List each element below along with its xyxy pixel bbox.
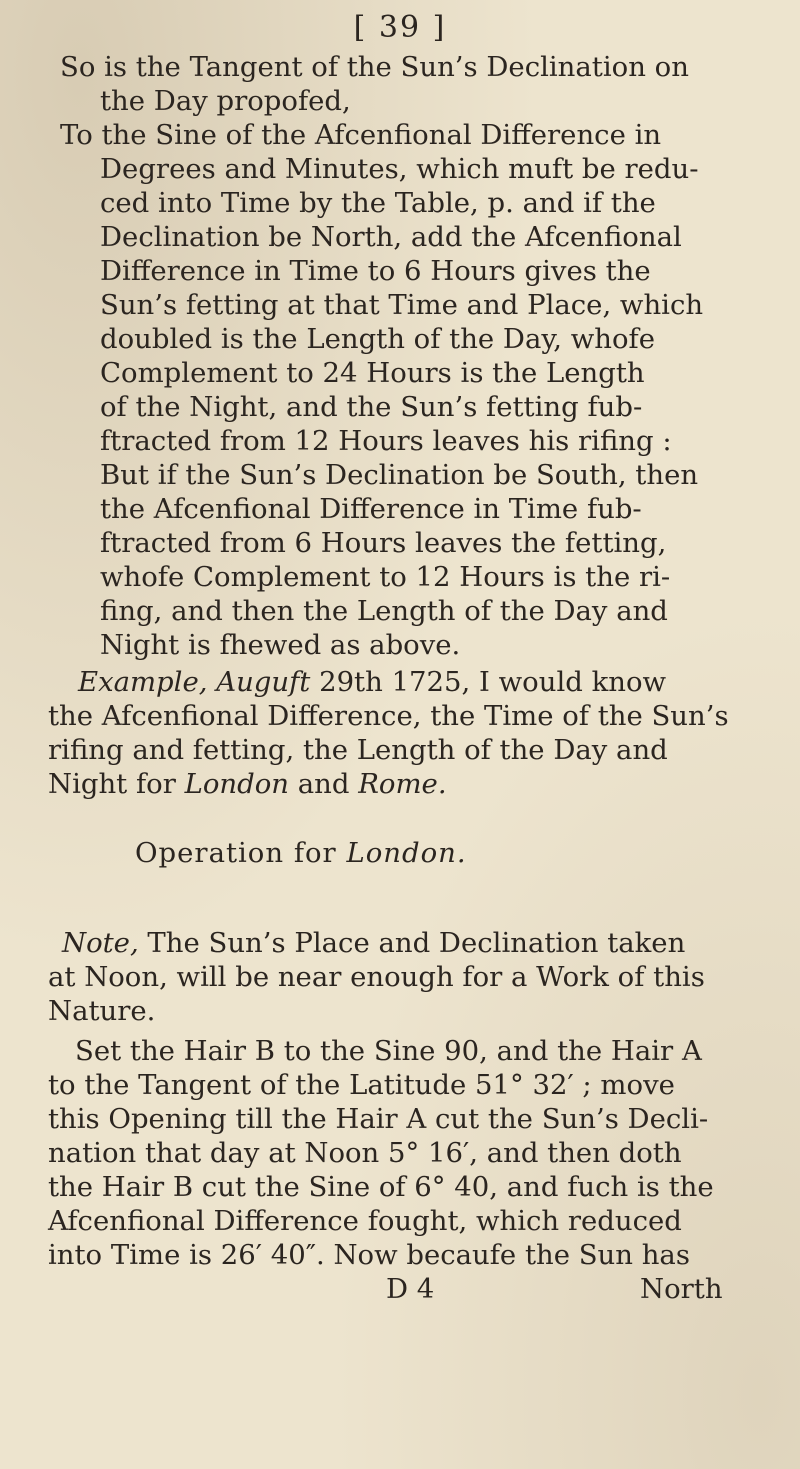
text-line: doubled is the Length of the Day, whofe bbox=[100, 323, 655, 355]
text-line: ftracted from 6 Hours leaves the fetting, bbox=[100, 527, 667, 559]
text-line: Difference in Time to 6 Hours gives the bbox=[100, 255, 651, 287]
place-london: London bbox=[184, 768, 289, 800]
heading-place: London. bbox=[346, 837, 467, 869]
text-line: Note, The Sun’s Place and Declination taken bbox=[62, 927, 686, 959]
text-line: Complement to 24 Hours is the Length bbox=[100, 357, 645, 389]
text-line: fing, and then the Length of the Day and bbox=[100, 595, 668, 627]
example-lead: Example, Auguft bbox=[78, 666, 311, 698]
text-line: Afcenfional Difference fought, which reduced bbox=[48, 1205, 682, 1237]
page-footer bbox=[0, 1272, 800, 1306]
text-line: Sun’s fetting at that Time and Place, which bbox=[100, 289, 704, 321]
text-line: Night is fhewed as above. bbox=[100, 629, 461, 661]
text-line: this Opening till the Hair A cut the Sun’s Decli- bbox=[48, 1103, 709, 1135]
text-line: the Afcenfional Difference, the Time of the Sun’s bbox=[48, 700, 729, 732]
text-line: the Hair B cut the Sine of 6° 40, and fuch is the bbox=[48, 1171, 714, 1203]
example-rest: 29th 1725, I would know bbox=[310, 666, 667, 698]
text-line: nation that day at Noon 5° 16′, and then doth bbox=[48, 1137, 682, 1169]
text-line: Set the Hair B to the Sine 90, and the Hair A bbox=[75, 1035, 702, 1067]
text-line: the Day propofed, bbox=[100, 85, 351, 117]
text-line: Night for London and Rome. bbox=[48, 768, 447, 800]
text-line: whofe Complement to 12 Hours is the ri- bbox=[100, 561, 671, 593]
text-line: ced into Time by the Table, p. and if the bbox=[100, 187, 656, 219]
text-line: Degrees and Minutes, which muft be redu- bbox=[100, 153, 699, 185]
catchword: North bbox=[640, 1273, 723, 1305]
text-line: To the Sine of the Afcenfional Difference in bbox=[60, 119, 662, 151]
text-line: Declination be North, add the Afcenfional bbox=[100, 221, 682, 253]
text-line: the Afcenfional Difference in Time fub- bbox=[100, 493, 642, 525]
page-number: [ 39 ] bbox=[353, 10, 447, 45]
text-line: of the Night, and the Sun’s fetting fub- bbox=[100, 391, 643, 423]
place-rome: Rome. bbox=[358, 768, 447, 800]
text-line: But if the Sun’s Declination be South, then bbox=[100, 459, 699, 491]
signature-mark: D 4 bbox=[386, 1273, 435, 1305]
text-line: to the Tangent of the Latitude 51° 32′ ; move bbox=[48, 1069, 675, 1101]
text-line bbox=[78, 665, 666, 699]
text-line: So is the Tangent of the Sun’s Declination on bbox=[60, 51, 689, 83]
text-line: at Noon, will be near enough for a Work of this bbox=[48, 961, 705, 993]
text-line: ftracted from 12 Hours leaves his rifing : bbox=[100, 425, 672, 457]
section-heading-operation: Operation for London. bbox=[135, 837, 467, 869]
note-lead: Note, bbox=[62, 927, 139, 959]
text-line: rifing and fetting, the Length of the Day and bbox=[48, 734, 668, 766]
text-line: Nature. bbox=[48, 995, 156, 1027]
text-line: into Time is 26′ 40″. Now becaufe the Sun has bbox=[48, 1239, 690, 1271]
